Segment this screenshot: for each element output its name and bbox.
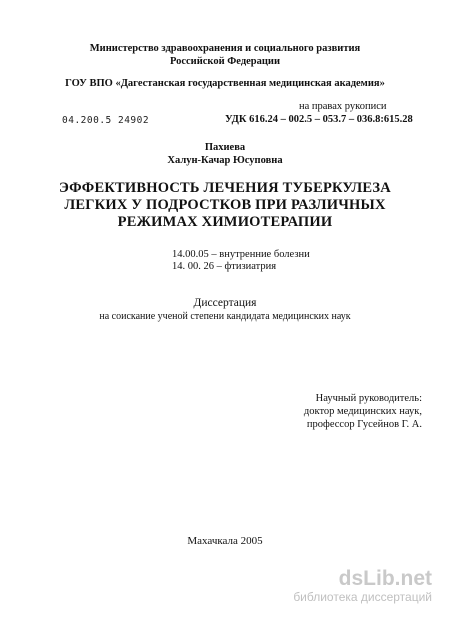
rights-notice: на правах рукописи — [299, 101, 387, 112]
title-line-2: ЛЕГКИХ У ПОДРОСТКОВ ПРИ РАЗЛИЧНЫХ — [64, 197, 386, 213]
title-line-1: ЭФФЕКТИВНОСТЬ ЛЕЧЕНИЯ ТУБЕРКУЛЕЗА — [59, 180, 391, 196]
advisor-block — [272, 392, 422, 431]
watermark-subtitle: библиотека диссертаций — [293, 590, 432, 604]
dissertation-subtitle: на соискание ученой степени кандидата медицинских наук — [99, 311, 351, 322]
udk-code: УДК 616.24 – 002.5 – 053.7 – 036.8:615.28 — [225, 114, 413, 125]
advisor-line-1: Научный руководитель: — [315, 393, 422, 404]
thesis-title — [0, 180, 450, 231]
author-surname: Пахиева — [204, 142, 246, 153]
ministry-line-2: Российской Федерации — [169, 56, 281, 67]
specialty-item: 14.00.05 – внутренние болезни — [172, 249, 310, 260]
academy-name: ГОУ ВПО «Дагестанская государственная медицинская академия» — [65, 78, 385, 89]
author-block — [0, 141, 450, 167]
ministry-header — [0, 42, 450, 68]
advisor-line-2: доктор медицинских наук, — [303, 406, 422, 417]
author-given-names: Халун-Качар Юсуповна — [167, 155, 283, 166]
library-stamp: 04.200.5 24902 — [62, 115, 150, 126]
dissertation-label: Диссертация — [193, 297, 257, 309]
dslib-watermark — [293, 568, 432, 604]
specialty-item: 14. 00. 26 – фтизиатрия — [172, 261, 277, 272]
watermark-logo: dsLib.net — [338, 567, 432, 590]
ministry-line-1: Министерство здравоохранения и социального развития — [89, 43, 361, 54]
specialties-list — [172, 249, 310, 273]
city-year: Махачкала 2005 — [187, 535, 263, 547]
advisor-line-3: профессор Гусейнов Г. А. — [306, 419, 422, 430]
title-line-3: РЕЖИМАХ ХИМИОТЕРАПИИ — [117, 214, 333, 230]
